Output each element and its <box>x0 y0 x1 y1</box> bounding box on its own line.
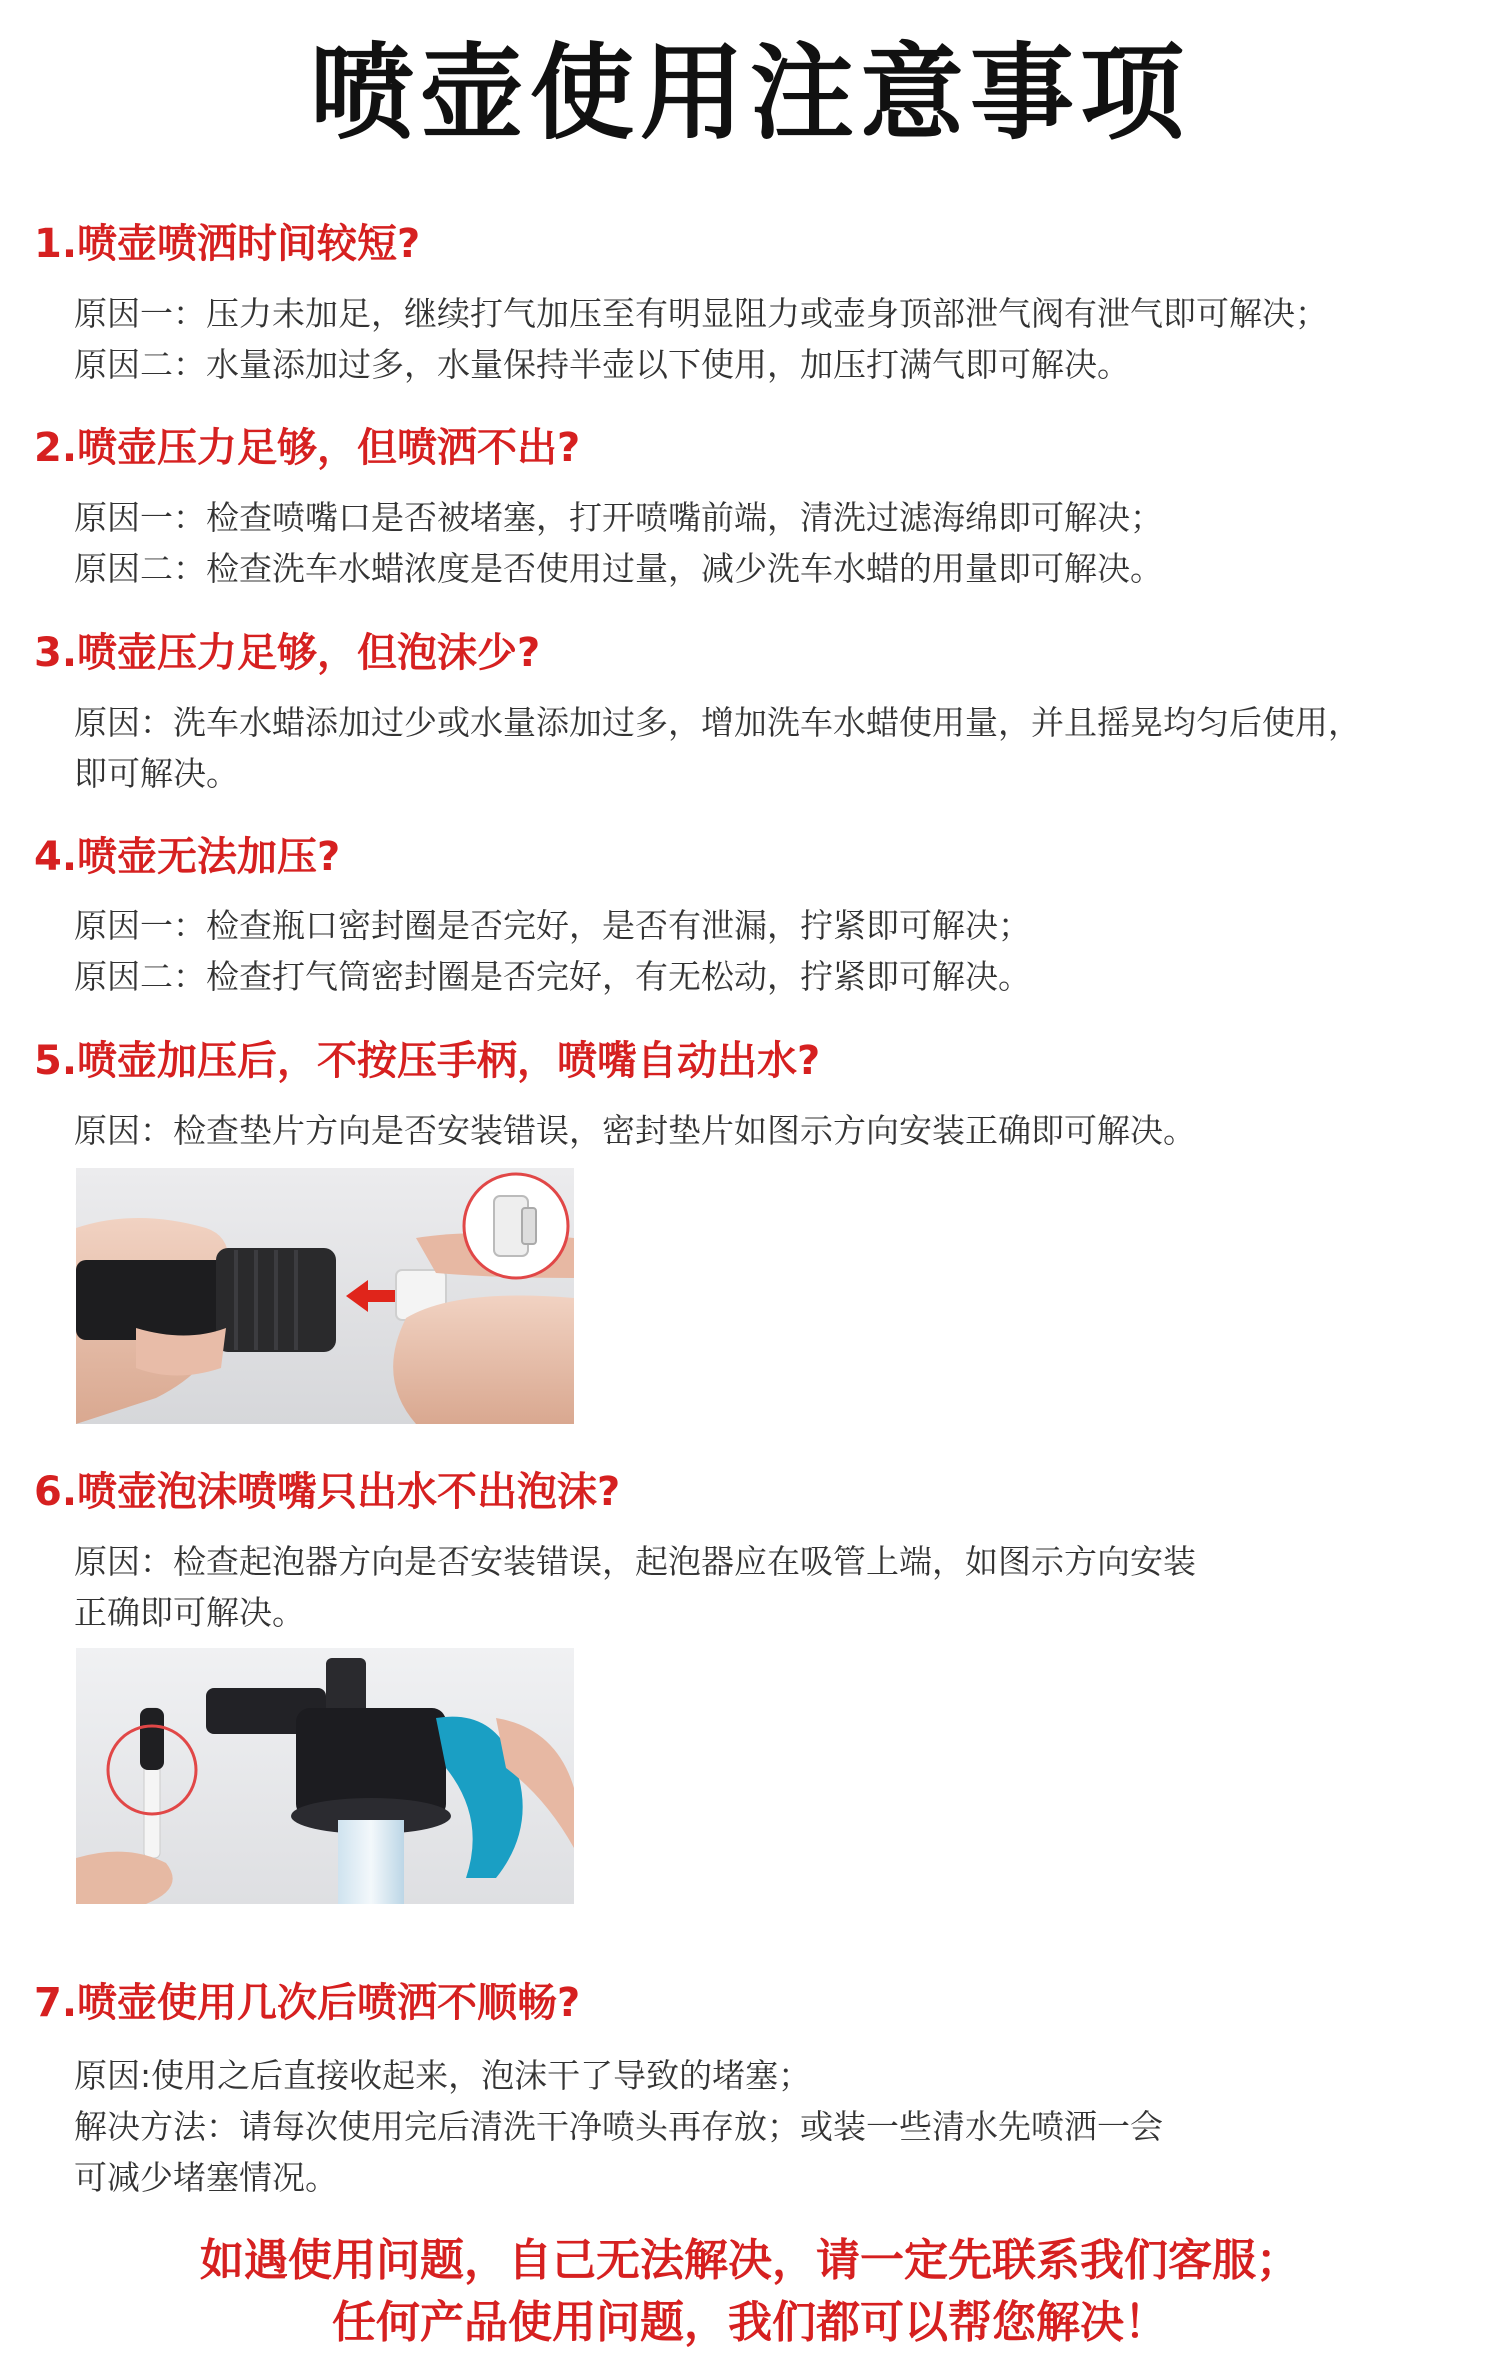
foamer-illustration <box>76 1648 574 1904</box>
section-2-heading: 2.喷壶压力足够，但喷洒不出? <box>34 425 581 471</box>
section-7-line-2: 解决方法：请每次使用完后清洗干净喷头再存放；或装一些清水先喷洒一会 <box>74 2107 1163 2146</box>
section-2-line-1: 原因一：检查喷嘴口是否被堵塞，打开喷嘴前端，清洗过滤海绵即可解决； <box>74 498 1163 537</box>
section-7-body <box>74 2050 1484 2203</box>
section-4-line-2: 原因二：检查打气筒密封圈是否完好，有无松动，拧紧即可解决。 <box>74 957 1031 996</box>
footer-line-1: 如遇使用问题，自己无法解决，请一定先联系我们客服； <box>200 2235 1300 2286</box>
foamer-direction-photo <box>76 1648 574 1904</box>
section-7-line-3: 可减少堵塞情况。 <box>74 2158 338 2197</box>
section-3-heading: 3.喷壶压力足够，但泡沫少? <box>34 630 541 676</box>
right-hand <box>393 1296 574 1425</box>
section-4-body <box>74 900 1484 1002</box>
section-7-heading: 7.喷壶使用几次后喷洒不顺畅? <box>34 1980 581 2026</box>
section-4-heading: 4.喷壶无法加压? <box>34 834 341 880</box>
section-6-line-1: 原因：检查起泡器方向是否安装错误，起泡器应在吸管上端，如图示方向安装 <box>74 1542 1196 1581</box>
section-7-line-1: 原因:使用之后直接收起来，泡沫干了导致的堵塞； <box>74 2056 812 2095</box>
section-6-heading: 6.喷壶泡沫喷嘴只出水不出泡沫? <box>34 1469 621 1515</box>
clear-tube <box>338 1820 404 1904</box>
section-2-body <box>74 492 1484 594</box>
section-3-line-1: 原因：洗车水蜡添加过少或水量添加过多，增加洗车水蜡使用量，并且摇晃均匀后使用， <box>74 703 1361 742</box>
section-3-line-2: 即可解决。 <box>74 754 239 793</box>
section-6-line-2: 正确即可解决。 <box>74 1593 305 1632</box>
section-4-line-1: 原因一：检查瓶口密封圈是否完好，是否有泄漏，拧紧即可解决； <box>74 906 1031 945</box>
section-1-line-2: 原因二：水量添加过多，水量保持半壶以下使用，加压打满气即可解决。 <box>74 345 1130 384</box>
gasket-illustration <box>76 1168 574 1424</box>
section-2-line-2: 原因二：检查洗车水蜡浓度是否使用过量，减少洗车水蜡的用量即可解决。 <box>74 549 1163 588</box>
section-3-body <box>74 697 1484 799</box>
section-5-heading: 5.喷壶加压后，不按压手柄，喷嘴自动出水? <box>34 1038 821 1084</box>
footer-line-2: 任何产品使用问题，我们都可以帮您解决！ <box>332 2297 1168 2348</box>
section-1-body <box>74 288 1484 390</box>
section-1-heading: 1.喷壶喷洒时间较短? <box>34 221 421 267</box>
gasket-direction-photo <box>76 1168 574 1424</box>
section-6-body <box>74 1536 1484 1638</box>
section-1-line-1: 原因一：压力未加足，继续打气加压至有明显阻力或壶身顶部泄气阀有泄气即可解决； <box>74 294 1328 333</box>
section-5-line-1: 原因：检查垫片方向是否安装错误，密封垫片如图示方向安装正确即可解决。 <box>74 1111 1196 1150</box>
page-title: 喷壶使用注意事项 <box>309 32 1190 154</box>
section-5-body <box>74 1105 1484 1156</box>
